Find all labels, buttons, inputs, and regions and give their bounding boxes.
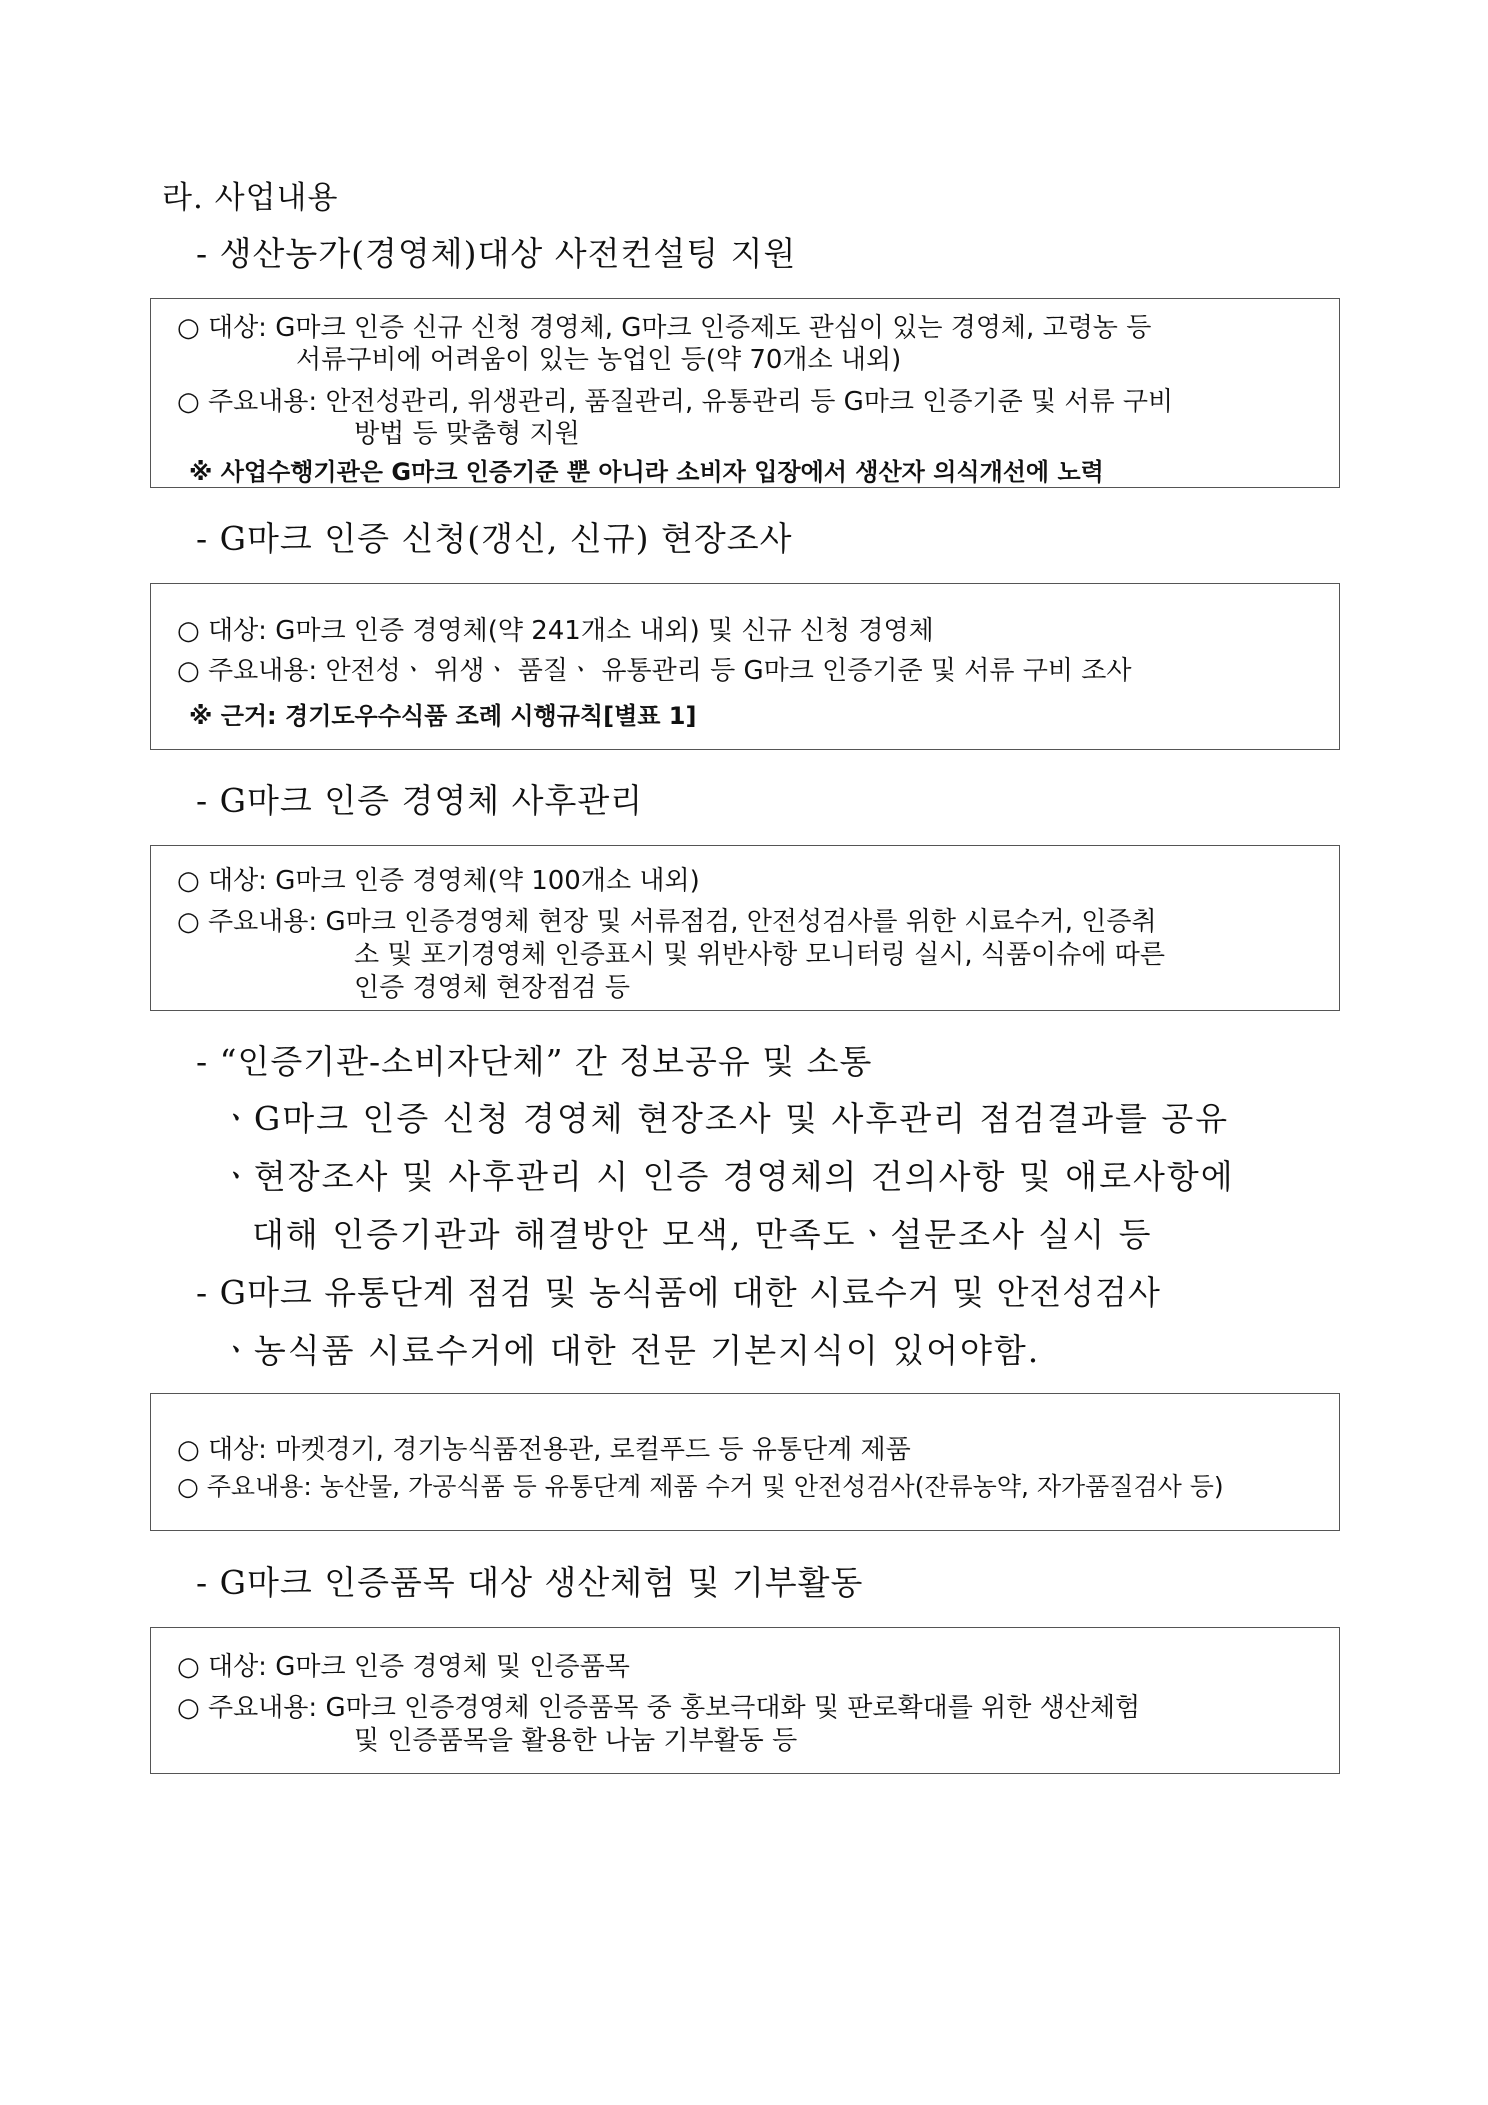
experience-box: [150, 1627, 1340, 1774]
target-line: ○ 대상: G마크 인증 경영체(약 100개소 내외): [177, 866, 700, 896]
target-line: ○ 대상: G마크 인증 경영체 및 인증품목: [177, 1652, 630, 1682]
target-line: ○ 대상: G마크 인증 신규 신청 경영체, G마크 인증제도 관심이 있는 경영체, 고령농 등: [177, 313, 1152, 343]
bullet-item: ㆍG마크 인증 신청 경영체 현장조사 및 사후관리 점검결과를 공유: [220, 1099, 1230, 1138]
consulting-box: [150, 298, 1340, 488]
note: ※ 사업수행기관은 G마크 인증기준 뿐 아니라 소비자 입장에서 생산자 의식개선에 노력: [189, 458, 1104, 486]
section-heading: 라. 사업내용: [162, 180, 339, 216]
content-line: ○ 주요내용: 안전성ㆍ 위생ㆍ 품질ㆍ 유통관리 등 G마크 인증기준 및 서류 구비 조사: [177, 656, 1132, 686]
content-line: ○ 주요내용: G마크 인증경영체 인증품목 중 홍보극대화 및 판로확대를 위한 생산체험: [177, 1693, 1141, 1723]
section-title-consulting: - 생산농가(경영체)대상 사전컨설팅 지원: [196, 234, 797, 273]
content-line: ○ 주요내용: G마크 인증경영체 현장 및 서류점검, 안전성검사를 위한 시료수거, 인증취: [177, 907, 1157, 937]
bullet-item: ㆍ농식품 시료수거에 대한 전문 기본지식이 있어야함.: [220, 1331, 1041, 1370]
distribution-box: [150, 1393, 1340, 1531]
content-line-cont: 인증 경영체 현장점검 등: [354, 973, 630, 1003]
target-line: ○ 대상: G마크 인증 경영체(약 241개소 내외) 및 신규 신청 경영체: [177, 616, 934, 646]
content-line-cont: 방법 등 맞춤형 지원: [354, 419, 580, 449]
content-line: ○ 주요내용: 안전성관리, 위생관리, 품질관리, 유통관리 등 G마크 인증기준 및 서류 구비: [177, 387, 1174, 417]
target-line-cont: 서류구비에 어려움이 있는 농업인 등(약 70개소 내외): [296, 345, 902, 375]
content-line-cont: 소 및 포기경영체 인증표시 및 위반사항 모니터링 실시, 식품이슈에 따른: [354, 940, 1166, 970]
section-title-aftercare: - G마크 인증 경영체 사후관리: [196, 781, 644, 820]
bullet-item: ㆍ현장조사 및 사후관리 시 인증 경영체의 건의사항 및 애로사항에: [220, 1157, 1235, 1196]
section-title-info-sharing: - “인증기관-소비자단체” 간 정보공유 및 소통: [196, 1042, 873, 1081]
content-line-cont: 및 인증품목을 활용한 나눔 기부활동 등: [354, 1726, 798, 1756]
bullet-item-cont: 대해 인증기관과 해결방안 모색, 만족도ㆍ설문조사 실시 등: [252, 1215, 1153, 1254]
note: ※ 근거: 경기도우수식품 조례 시행규칙[별표 1]: [189, 702, 697, 730]
content-line: ○ 주요내용: 농산물, 가공식품 등 유통단계 제품 수거 및 안전성검사(잔류농약, 자가품질검사 등): [177, 1472, 1224, 1501]
inspection-box: [150, 583, 1340, 750]
aftercare-box: [150, 845, 1340, 1011]
section-title-inspection: - G마크 인증 신청(갱신, 신규) 현장조사: [196, 519, 793, 558]
section-title-distribution: - G마크 유통단계 점검 및 농식품에 대한 시료수거 및 안전성검사: [196, 1273, 1161, 1312]
target-line: ○ 대상: 마켓경기, 경기농식품전용관, 로컬푸드 등 유통단계 제품: [177, 1435, 911, 1465]
section-title-experience: - G마크 인증품목 대상 생산체험 및 기부활동: [196, 1563, 864, 1602]
